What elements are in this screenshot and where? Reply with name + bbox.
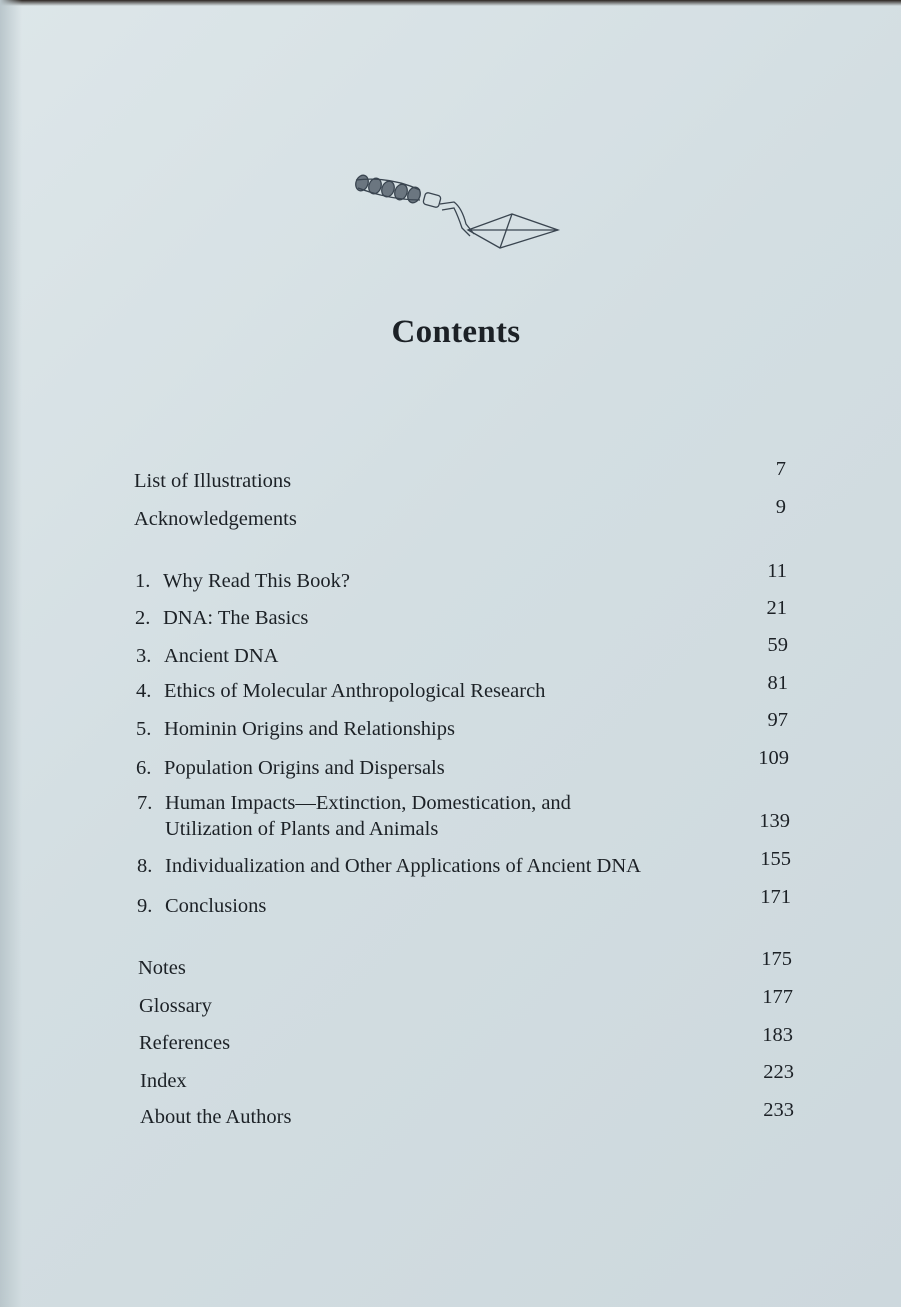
chapter-number: 7. <box>137 792 153 814</box>
chapter-number: 2. <box>135 607 151 629</box>
chapter-number: 9. <box>137 895 153 917</box>
chapter-number: 3. <box>136 645 152 667</box>
chapter-title: Human Impacts—Extinction, Domestication, and <box>165 792 571 814</box>
toc-page-number: 81 <box>767 672 788 694</box>
toc-page-number: 7 <box>775 458 786 480</box>
toc-page-number: 9 <box>775 496 786 518</box>
toc-page-number: 171 <box>760 886 791 908</box>
toc-chapter-7 <box>137 790 571 816</box>
page-title: Contents <box>391 314 521 350</box>
toc-chapter-1 <box>135 568 350 594</box>
chapter-title: Ethics of Molecular Anthropological Research <box>164 680 546 702</box>
chapter-title: Ancient DNA <box>164 645 279 667</box>
toc-page-number: 177 <box>762 986 793 1008</box>
toc-entry-about-the-authors: About the Authors <box>140 1106 292 1128</box>
toc-page-number: 139 <box>759 810 790 832</box>
toc-page-number: 21 <box>766 597 787 619</box>
toc-page-number: 11 <box>767 560 787 582</box>
toc-entry-index: Index <box>140 1070 187 1092</box>
toc-entry-list-of-illustrations: List of Illustrations <box>134 470 292 492</box>
dna-trowel-icon <box>350 168 562 254</box>
toc-chapter-3 <box>136 643 278 669</box>
toc-entry-references: References <box>139 1032 231 1054</box>
chapter-title: Why Read This Book? <box>163 570 350 592</box>
toc-chapter-8 <box>137 853 641 879</box>
toc-chapter-6 <box>136 755 445 781</box>
chapter-number: 6. <box>136 757 152 779</box>
chapter-number: 4. <box>136 680 152 702</box>
toc-page-number: 59 <box>767 634 788 656</box>
toc-page-number: 223 <box>763 1061 794 1083</box>
chapter-title: Population Origins and Dispersals <box>164 757 445 779</box>
toc-chapter-5 <box>136 716 455 742</box>
chapter-title: Hominin Origins and Relationships <box>164 718 455 740</box>
toc-page-number: 175 <box>761 948 792 970</box>
chapter-title: Individualization and Other Applications of Ancient DNA <box>165 855 641 877</box>
toc-entry-glossary: Glossary <box>139 995 212 1017</box>
toc-chapter-7-continued: Utilization of Plants and Animals <box>165 818 439 840</box>
toc-entry-notes: Notes <box>138 957 186 979</box>
toc-chapter-2 <box>135 605 308 631</box>
chapter-title: DNA: The Basics <box>163 607 309 629</box>
toc-page-number: 109 <box>758 747 789 769</box>
toc-chapter-9 <box>137 893 266 919</box>
chapter-number: 5. <box>136 718 152 740</box>
toc-entry-acknowledgements: Acknowledgements <box>134 508 297 530</box>
chapter-number: 1. <box>135 570 151 592</box>
toc-page-number: 233 <box>763 1099 794 1121</box>
toc-chapter-4 <box>136 678 545 704</box>
chapter-title: Conclusions <box>165 895 267 917</box>
chapter-number: 8. <box>137 855 153 877</box>
toc-page-number: 155 <box>760 848 791 870</box>
toc-page-number: 97 <box>767 709 788 731</box>
toc-page-number: 183 <box>762 1024 793 1046</box>
